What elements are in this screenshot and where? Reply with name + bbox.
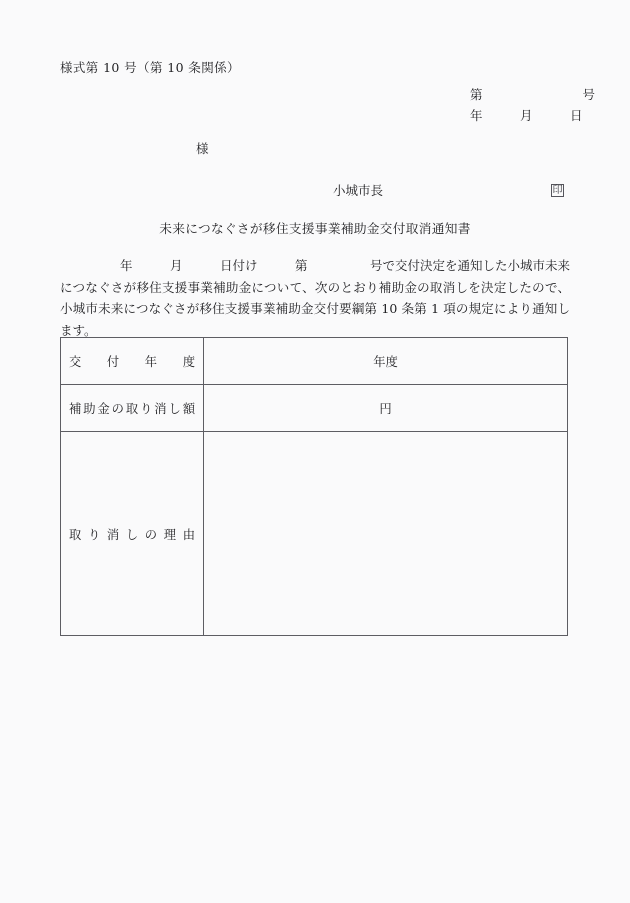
issuer-row [333, 181, 564, 199]
body-line-2: ぐさが移住支援事業補助金について、次のとおり補助金の取消しを決定したので、小城市未 [60, 279, 570, 316]
body-paragraph [60, 255, 570, 341]
issuer-name: 小城市長 [333, 183, 384, 198]
body-line-1: 年 月 日付け 第 号で交付決定を通知した小城市未来につな [60, 258, 571, 295]
table-row [61, 432, 568, 636]
document-number-line: 第 号 [470, 87, 596, 102]
table-cell-label: 補助金の取り消し額 [69, 402, 195, 416]
table-row-label-cancel-reason [61, 432, 204, 636]
table-row-label-cancel-amount [61, 385, 204, 432]
addressee-honorific: 様 [196, 141, 209, 156]
table-cell-label: 取り消しの理由 [69, 527, 195, 542]
document-title: 未来につなぐさが移住支援事業補助金交付取消通知書 [159, 221, 471, 236]
seal-stamp-icon: 印 [552, 184, 563, 196]
table-cell-value-cancel-amount[interactable]: 円 [204, 385, 568, 432]
notice-details-table [60, 337, 568, 636]
table-cell-value-cancel-reason[interactable] [204, 432, 568, 636]
body-line-3: 来につなぐさが移住支援事業補助金交付要綱第 10 条第 1 項の規定により通知します。 [60, 301, 570, 338]
table-cell-value-grant-year[interactable]: 年度 [204, 338, 568, 385]
table-row [61, 338, 568, 385]
table-cell-label: 交付年度 [69, 355, 195, 369]
document-meta-block [470, 84, 595, 126]
table-row-label-grant-year [61, 338, 204, 385]
table-row [61, 385, 568, 432]
form-number-label: 様式第 10 号（第 10 条関係） [60, 60, 240, 75]
document-date-line: 年 月 日 [470, 108, 583, 123]
